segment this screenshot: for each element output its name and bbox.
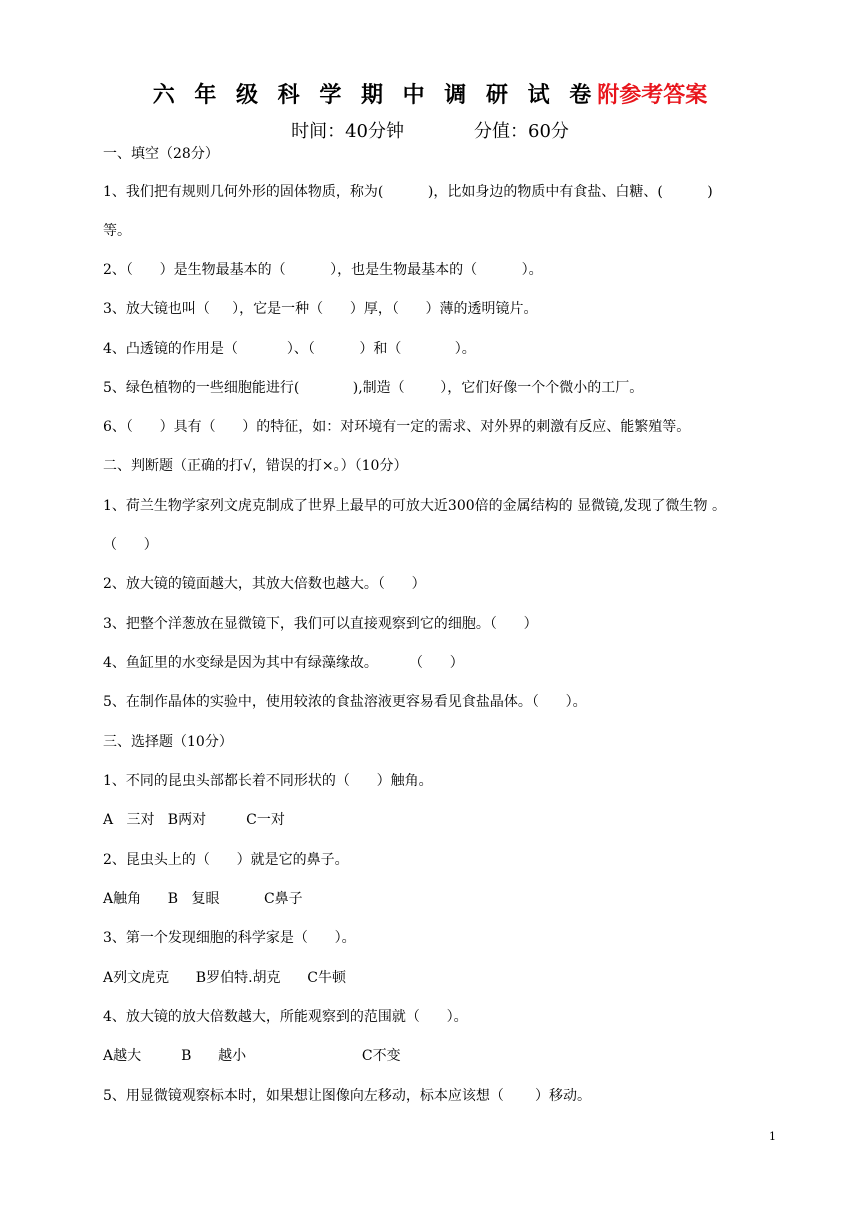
section-heading-judge: 二、判断题（正确的打√，错误的打×。）（10分） — [103, 458, 408, 474]
page-number: 1 — [769, 1130, 776, 1143]
fill-question-3: 3、放大镜也叫（ ），它是一种（ ）厚，（ ）薄的透明镜片。 — [103, 301, 538, 317]
choice-question-2-options: A触角 B 复眼 C鼻子 — [103, 891, 303, 907]
exam-score: 分值：60分 — [474, 121, 569, 142]
fill-question-2: 2、（ ）是生物最基本的（ ），也是生物最基本的（ ）。 — [103, 262, 543, 278]
choice-question-1: 1、不同的昆虫头部都长着不同形状的（ ）触角。 — [103, 773, 433, 789]
choice-question-2: 2、昆虫头上的（ ）就是它的鼻子。 — [103, 852, 349, 868]
title-main: 六 年 级 科 学 期 中 调 研 试 卷 — [152, 82, 598, 108]
judge-question-5: 5、在制作晶体的实验中，使用较浓的食盐溶液更容易看见食盐晶体。（ ）。 — [103, 694, 587, 710]
judge-question-4: 4、鱼缸里的水变绿是因为其中有绿藻缘故。 （ ） — [103, 655, 464, 671]
choice-question-3: 3、第一个发现细胞的科学家是（ ）。 — [103, 930, 356, 946]
judge-question-1-cont: （ ） — [103, 537, 158, 553]
section-heading-fill: 一、填空（28分） — [103, 146, 219, 162]
judge-question-3: 3、把整个洋葱放在显微镜下，我们可以直接观察到它的细胞。（ ） — [103, 616, 538, 632]
choice-question-4-options: A越大 B 越小 C不变 — [103, 1048, 401, 1064]
choice-question-3-options: A列文虎克 B罗伯特.胡克 C牛顿 — [103, 970, 346, 986]
fill-question-5: 5、绿色植物的一些细胞能进行( ),制造（ ），它们好像一个个微小的工厂。 — [103, 380, 644, 396]
choice-question-1-options: A 三对 B两对 C一对 — [103, 812, 285, 828]
page-title — [0, 78, 860, 109]
section-heading-choice: 三、选择题（10分） — [103, 734, 233, 750]
choice-question-4: 4、放大镜的放大倍数越大，所能观察到的范围就（ ）。 — [103, 1009, 468, 1025]
judge-question-1: 1、荷兰生物学家列文虎克制成了世界上最早的可放大近300倍的金属结构的 显微镜,发现了微生物 。 — [103, 498, 726, 514]
choice-question-5: 5、用显微镜观察标本时，如果想让图像向左移动，标本应该想（ ）移动。 — [103, 1088, 592, 1104]
fill-question-6: 6、（ ）具有（ ）的特征，如：对环境有一定的需求、对外界的刺激有反应、能繁殖等。 — [103, 419, 691, 435]
exam-time: 时间：40分钟 — [291, 121, 404, 142]
fill-question-1: 1、我们把有规则几何外形的固体物质，称为( )，比如身边的物质中有食盐、白糖、( ) — [103, 184, 713, 200]
judge-question-2: 2、放大镜的镜面越大，其放大倍数也越大。（ ） — [103, 576, 426, 592]
fill-question-1-cont: 等。 — [103, 223, 131, 239]
title-answer-note: 附参考答案 — [597, 82, 708, 108]
fill-question-4: 4、凸透镜的作用是（ ）、（ ）和（ ）。 — [103, 341, 476, 357]
exam-meta — [0, 117, 860, 143]
